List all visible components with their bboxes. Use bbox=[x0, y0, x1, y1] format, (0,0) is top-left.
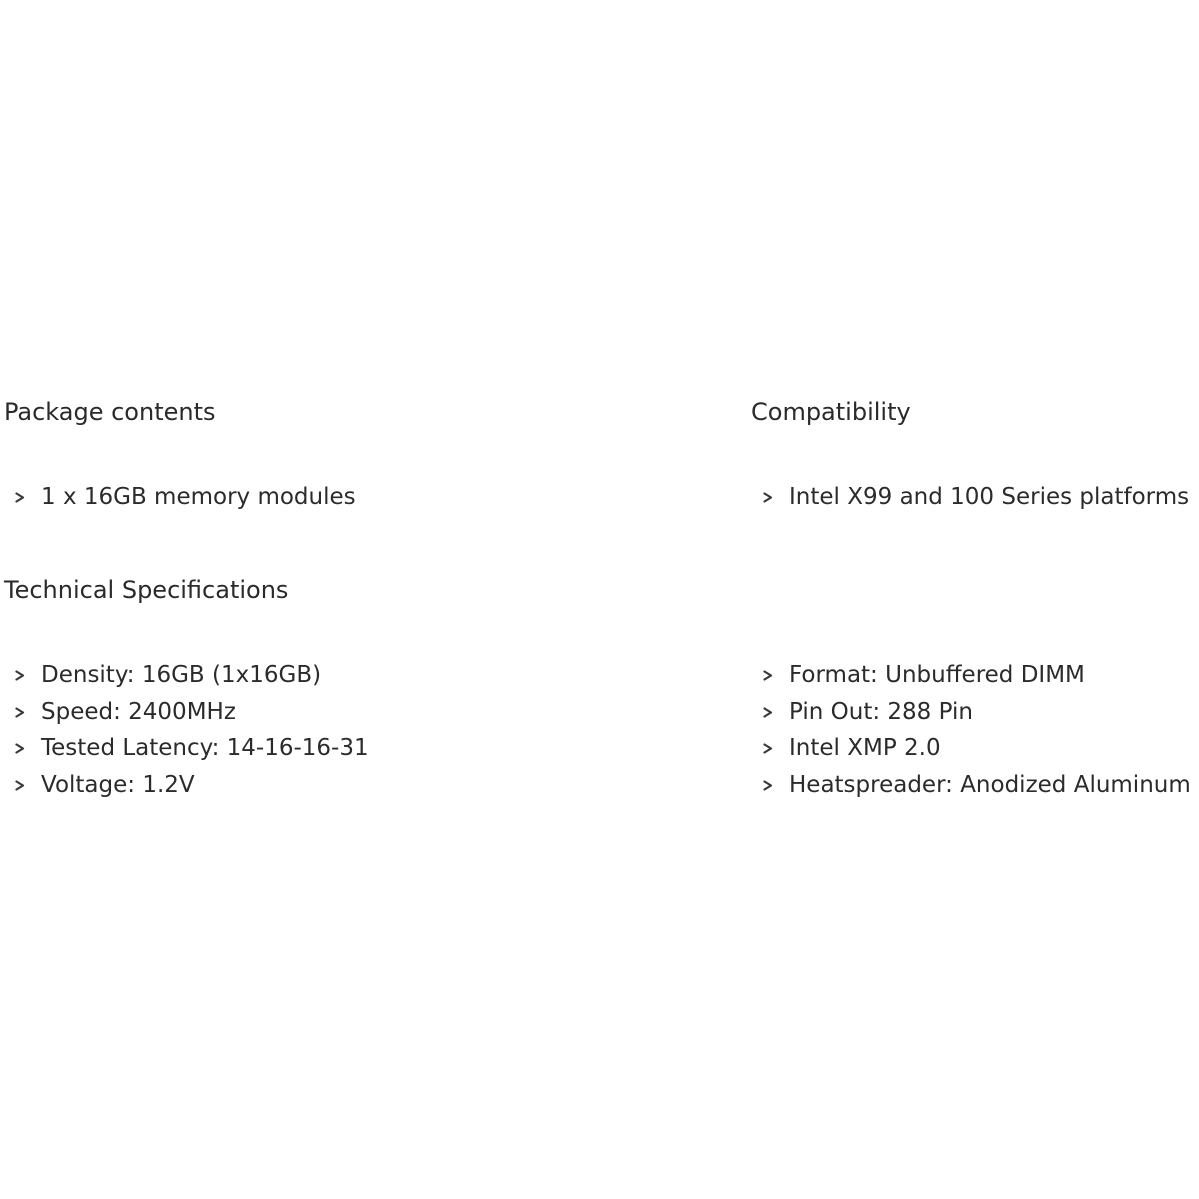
list-item-label: Heatspreader: Anodized Aluminum bbox=[789, 771, 1191, 798]
list-item bbox=[15, 657, 369, 694]
chevron-right-icon bbox=[15, 730, 27, 767]
list-item-label: Tested Latency: 14-16-16-31 bbox=[41, 735, 369, 761]
list-item-label: Intel X99 and 100 Series platforms bbox=[789, 484, 1190, 510]
package-contents-list bbox=[15, 479, 356, 516]
chevron-right-icon bbox=[763, 657, 775, 694]
package-contents-heading: Package contents bbox=[4, 398, 216, 426]
list-item-label: Pin Out: 288 Pin bbox=[789, 698, 973, 725]
list-item bbox=[763, 730, 1191, 767]
list-item bbox=[15, 767, 369, 804]
list-item-label: Format: Unbuffered DIMM bbox=[789, 662, 1085, 688]
chevron-right-icon bbox=[15, 657, 27, 694]
compatibility-heading: Compatibility bbox=[751, 398, 911, 426]
list-item bbox=[763, 694, 1191, 731]
list-item bbox=[763, 767, 1191, 804]
list-item-label: 1 x 16GB memory modules bbox=[41, 484, 356, 510]
chevron-right-icon bbox=[763, 694, 775, 731]
list-item-label: Voltage: 1.2V bbox=[41, 771, 195, 798]
list-item-label: Density: 16GB (1x16GB) bbox=[41, 662, 322, 688]
list-item bbox=[763, 657, 1191, 694]
chevron-right-icon bbox=[763, 767, 775, 804]
technical-specs-list-left bbox=[15, 657, 369, 803]
technical-specs-list-right bbox=[763, 657, 1191, 803]
compatibility-list bbox=[763, 479, 1189, 516]
list-item-label: Intel XMP 2.0 bbox=[789, 735, 941, 761]
chevron-right-icon bbox=[15, 479, 27, 516]
list-item bbox=[15, 694, 369, 731]
list-item-label: Speed: 2400MHz bbox=[41, 698, 236, 725]
technical-specifications-heading: Technical Specifications bbox=[4, 576, 289, 604]
chevron-right-icon bbox=[15, 694, 27, 731]
chevron-right-icon bbox=[763, 479, 775, 516]
chevron-right-icon bbox=[15, 767, 27, 804]
list-item bbox=[763, 479, 1189, 516]
list-item bbox=[15, 479, 356, 516]
chevron-right-icon bbox=[763, 730, 775, 767]
list-item bbox=[15, 730, 369, 767]
